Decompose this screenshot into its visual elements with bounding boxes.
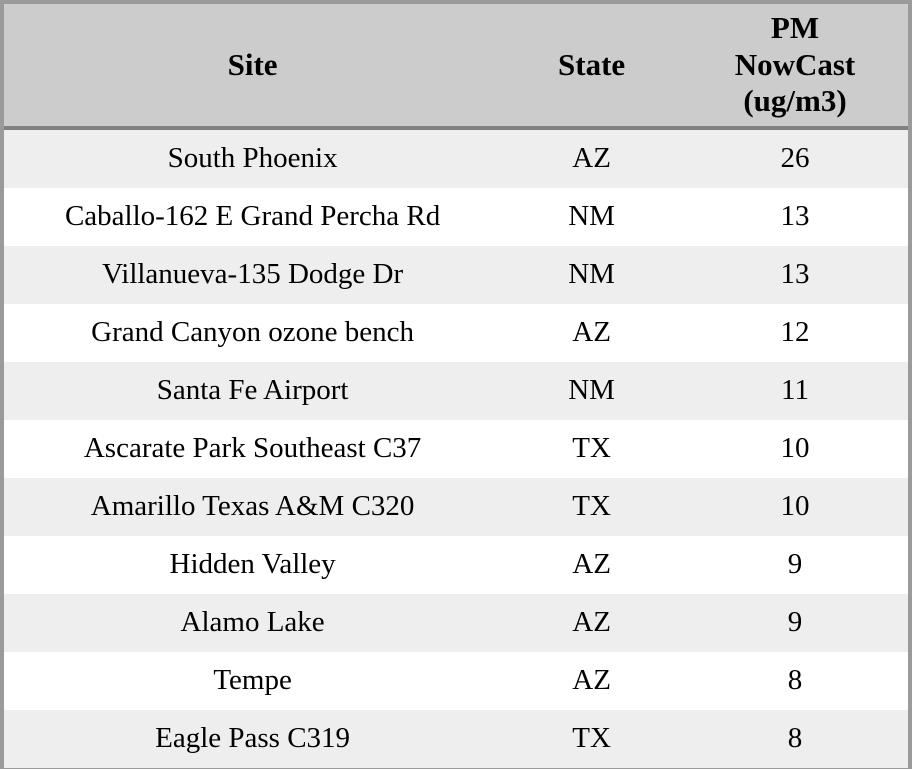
table-row	[4, 536, 908, 594]
table-row	[4, 652, 908, 710]
cell-site: Grand Canyon ozone bench	[91, 316, 415, 349]
cell-state: AZ	[572, 142, 611, 175]
cell-site: Villanueva-135 Dodge Dr	[102, 258, 404, 291]
cell-pm-nowcast: 10	[780, 432, 810, 465]
cell-state: AZ	[572, 606, 611, 639]
cell-pm-nowcast: 11	[781, 374, 809, 407]
column-header-pm-line3: (ug/m3)	[743, 83, 847, 119]
cell-site: Caballo-162 E Grand Percha Rd	[64, 200, 441, 233]
cell-state: TX	[572, 432, 611, 465]
cell-pm-nowcast: 12	[780, 316, 810, 349]
cell-site: Tempe	[213, 664, 292, 697]
cell-state: TX	[572, 490, 611, 523]
cell-site: Eagle Pass C319	[155, 722, 351, 755]
cell-pm-nowcast: 13	[780, 258, 810, 291]
cell-state: TX	[572, 722, 611, 755]
cell-pm-nowcast: 8	[787, 722, 803, 755]
column-header-state: State	[501, 4, 682, 128]
table-header-row	[4, 4, 908, 128]
table-row	[4, 420, 908, 478]
column-header-pm-line1: PM	[770, 10, 820, 45]
column-header-pm-nowcast	[682, 4, 908, 128]
table-row	[4, 594, 908, 652]
cell-pm-nowcast: 9	[787, 606, 803, 639]
table-row	[4, 188, 908, 246]
table-row	[4, 304, 908, 362]
table-row	[4, 246, 908, 304]
column-header-pm-line2: NowCast	[734, 46, 856, 82]
table-row	[4, 128, 908, 188]
cell-state: NM	[568, 374, 615, 407]
cell-pm-nowcast: 8	[787, 664, 803, 697]
cell-site: Amarillo Texas A&M C320	[90, 490, 415, 523]
cell-site: Alamo Lake	[180, 606, 325, 639]
table-body	[4, 128, 908, 768]
cell-site: Ascarate Park Southeast C37	[83, 432, 422, 465]
cell-state: AZ	[572, 316, 611, 349]
table-row	[4, 478, 908, 536]
cell-site: Santa Fe Airport	[156, 374, 349, 407]
cell-site: South Phoenix	[167, 142, 338, 175]
cell-state: AZ	[572, 548, 611, 581]
cell-site: Hidden Valley	[169, 548, 336, 581]
cell-pm-nowcast: 10	[780, 490, 810, 523]
cell-state: NM	[568, 200, 615, 233]
cell-state: NM	[568, 258, 615, 291]
cell-pm-nowcast: 26	[780, 142, 810, 175]
pm-nowcast-table	[4, 4, 908, 768]
table-row	[4, 362, 908, 420]
column-header-site: Site	[4, 4, 501, 128]
cell-pm-nowcast: 9	[787, 548, 803, 581]
table-row	[4, 710, 908, 768]
cell-state: AZ	[572, 664, 611, 697]
cell-pm-nowcast: 13	[780, 200, 810, 233]
table-header	[4, 4, 908, 128]
